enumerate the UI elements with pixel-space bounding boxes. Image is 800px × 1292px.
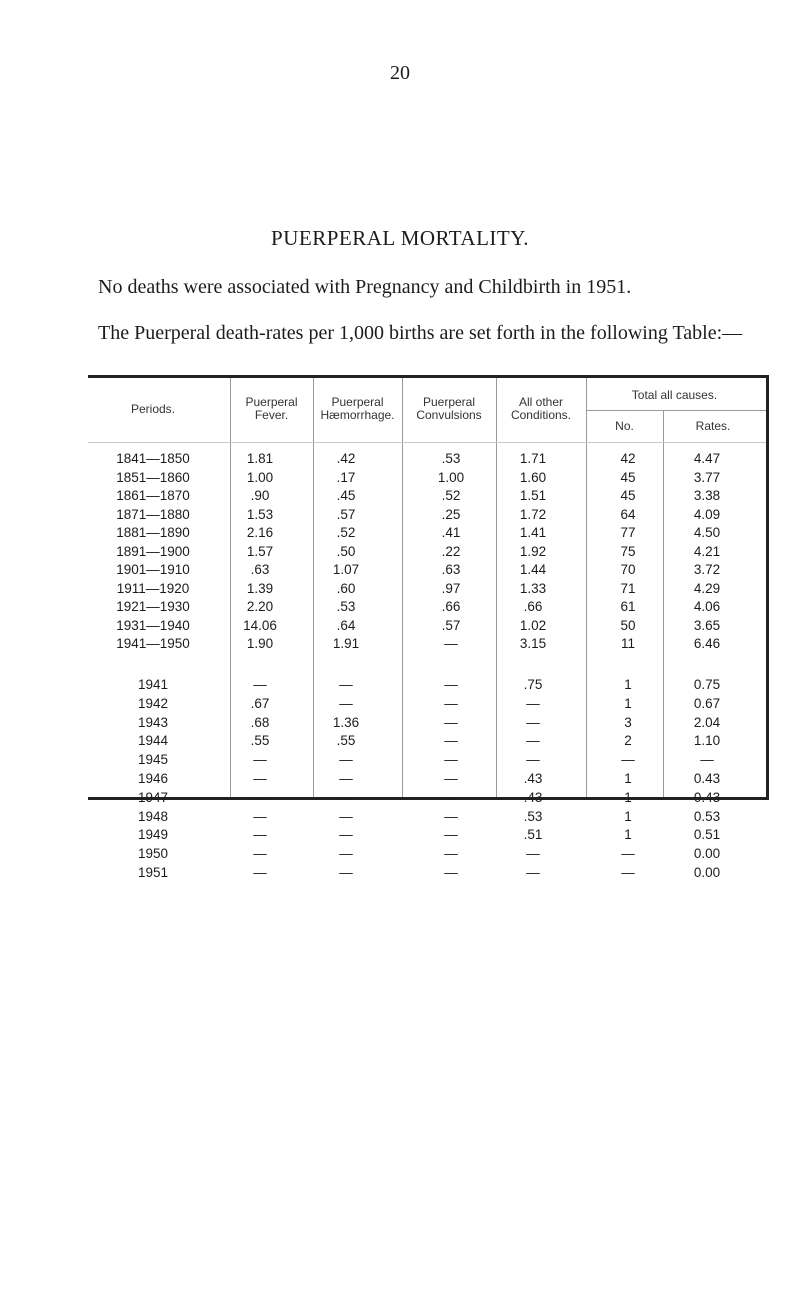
table-cell-haem: — [339, 695, 353, 711]
header-fever-line2: Fever. [254, 408, 289, 422]
table-cell-conv: .41 [441, 525, 461, 540]
table-cell-period: 1911—1920 [116, 580, 190, 596]
header-rule [88, 442, 766, 443]
table-cell-haem: — [339, 752, 353, 768]
table-cell-other: .43 [523, 789, 543, 805]
table-cell-period: 1945 [137, 752, 169, 768]
table-cell-no: 77 [620, 525, 636, 540]
table-cell-other: .66 [523, 599, 543, 614]
column-rule [586, 378, 587, 797]
table-cell-fever: .55 [250, 733, 270, 749]
header-haemorrhage [313, 396, 402, 422]
intro-paragraph: No deaths were associated with Pregnancy and Childbirth in 1951. [98, 276, 632, 298]
table-cell-conv: — [444, 752, 458, 768]
table-cell-fever: 1.81 [246, 451, 274, 466]
table-cell-period: 1931—1940 [116, 617, 190, 633]
table-cell-other: — [526, 714, 540, 730]
table-cell-haem: — [339, 846, 353, 862]
table-cell-period: 1861—1870 [116, 488, 190, 503]
table-cell-haem: — [339, 808, 353, 824]
table-cell-fever: — [253, 752, 267, 768]
table-cell-no: 2 [624, 733, 632, 749]
table-cell-other: 1.41 [519, 525, 547, 540]
table-cell-no: 1 [624, 827, 632, 843]
table-cell-other: .51 [523, 827, 543, 843]
table-cell-conv: — [444, 808, 458, 824]
table-cell-other: 1.44 [519, 562, 547, 577]
table-cell-no: 1 [624, 677, 632, 692]
table-cell-conv: 1.00 [437, 469, 465, 485]
table-cell-no: 45 [620, 488, 636, 503]
table-cell-conv: .25 [441, 506, 461, 522]
table-cell-fever: — [253, 865, 267, 880]
table-cell-no: — [621, 752, 635, 768]
table-cell-other: 1.33 [519, 580, 547, 596]
page-number: 20 [390, 62, 410, 84]
table-cell-period: 1942 [137, 695, 169, 711]
table-cell-haem: .45 [336, 488, 356, 503]
table-cell-no: 71 [620, 580, 636, 596]
table-cell-period: 1871—1880 [116, 506, 190, 522]
table-cell-fever: .63 [250, 562, 270, 577]
table-cell-rate: 6.46 [693, 636, 721, 651]
table-cell-other: — [526, 865, 540, 880]
table-cell-fever: — [253, 789, 267, 805]
table-cell-rate: 3.72 [693, 562, 721, 577]
header-convulsions-line2: Convulsions [416, 408, 482, 422]
table-cell-rate: 3.38 [693, 488, 721, 503]
table-cell-rate: 4.06 [693, 599, 721, 614]
table-cell-fever: — [253, 771, 267, 786]
header-periods: Periods. [130, 402, 176, 416]
table-cell-haem: .52 [336, 525, 356, 540]
table-cell-rate: 0.53 [693, 808, 721, 824]
table-cell-haem: 1.36 [332, 714, 360, 730]
header-convulsions-line1: Puerperal [422, 395, 476, 409]
table-cell-conv: .53 [441, 451, 461, 466]
table-cell-haem: — [339, 789, 353, 805]
table-cell-other: — [526, 695, 540, 711]
table-cell-rate: 4.50 [693, 525, 721, 540]
table-cell-haem: — [339, 827, 353, 843]
table-cell-conv: — [444, 714, 458, 730]
table-cell-no: 61 [620, 599, 636, 614]
table-cell-conv: — [444, 827, 458, 843]
table-cell-conv: — [444, 846, 458, 862]
table-cell-rate: 1.10 [693, 733, 721, 749]
table-cell-conv: — [444, 677, 458, 692]
table-cell-rate: 2.04 [693, 714, 721, 730]
header-total-all-causes: Total all causes. [631, 388, 718, 402]
header-fever-line1: Puerperal [245, 395, 298, 409]
table-cell-fever: 14.06 [243, 617, 277, 633]
table-cell-fever: — [253, 677, 267, 692]
header-haemorrhage-line2: Hæmorrhage. [320, 408, 395, 422]
table-cell-rate: 4.47 [693, 451, 721, 466]
total-header-rule [586, 410, 766, 411]
header-rates: Rates. [695, 419, 731, 433]
table-cell-conv: .57 [441, 617, 461, 633]
table-cell-rate: 0.43 [693, 771, 721, 786]
table-cell-other: .43 [523, 771, 543, 786]
table-cell-no: 1 [624, 789, 632, 805]
table-cell-rate: 3.77 [693, 469, 721, 485]
table-cell-period: 1891—1900 [116, 543, 190, 559]
table-cell-other: 3.15 [519, 636, 547, 651]
table-cell-conv: .22 [441, 543, 461, 559]
table-cell-period: 1946 [137, 771, 169, 786]
table-cell-fever: 2.16 [246, 525, 274, 540]
column-rule [402, 378, 403, 797]
table-cell-no: 64 [620, 506, 636, 522]
table-cell-other: 1.51 [519, 488, 547, 503]
table-cell-fever: .68 [250, 714, 270, 730]
table-cell-other: .75 [523, 677, 543, 692]
table-cell-fever: 1.53 [246, 506, 274, 522]
table-cell-haem: .57 [336, 506, 356, 522]
table-cell-no: 75 [620, 543, 636, 559]
table-cell-rate: 0.51 [693, 827, 721, 843]
table-cell-no: — [621, 846, 635, 862]
table-cell-no: 1 [624, 695, 632, 711]
column-rule [496, 378, 497, 797]
table-cell-other: — [526, 733, 540, 749]
table-cell-period: 1901—1910 [116, 562, 190, 577]
table-cell-other: — [526, 752, 540, 768]
table-cell-period: 1947 [137, 789, 169, 805]
table-intro-paragraph: The Puerperal death-rates per 1,000 births are set forth in the following Table:— [98, 322, 743, 344]
table-cell-conv: .97 [441, 580, 461, 596]
table-cell-no: 70 [620, 562, 636, 577]
table-cell-haem: — [339, 771, 353, 786]
table-cell-period: 1851—1860 [116, 469, 190, 485]
table-cell-other: 1.72 [519, 506, 547, 522]
table-cell-haem: 1.91 [332, 636, 360, 651]
table-cell-fever: 1.00 [246, 469, 274, 485]
table-cell-period: 1941 [137, 677, 169, 692]
header-fever [230, 396, 313, 422]
table-cell-rate: 3.65 [693, 617, 721, 633]
table-cell-period: 1948 [137, 808, 169, 824]
table-cell-haem: .55 [336, 733, 356, 749]
table-cell-no: 42 [620, 451, 636, 466]
table-cell-fever: 1.90 [246, 636, 274, 651]
table-cell-fever: .67 [250, 695, 270, 711]
table-cell-fever: 2.20 [246, 599, 274, 614]
table-cell-period: 1881—1890 [116, 525, 190, 540]
table-cell-fever: — [253, 808, 267, 824]
table-cell-no: — [621, 865, 635, 880]
table-cell-fever: .90 [250, 488, 270, 503]
table-cell-period: 1950 [137, 846, 169, 862]
mortality-table [88, 375, 769, 880]
header-other-conditions [496, 396, 586, 422]
table-cell-other: 1.02 [519, 617, 547, 633]
header-other-line1: All other [518, 395, 564, 409]
table-cell-no: 3 [624, 714, 632, 730]
table-cell-rate: 4.09 [693, 506, 721, 522]
table-cell-rate: 4.29 [693, 580, 721, 596]
table-cell-no: 1 [624, 771, 632, 786]
table-cell-conv: — [444, 865, 458, 880]
table-cell-rate: — [700, 752, 714, 768]
table-cell-no: 11 [620, 636, 635, 651]
table-cell-haem: .60 [336, 580, 356, 596]
table-cell-haem: 1.07 [332, 562, 360, 577]
table-cell-rate: 0.67 [693, 695, 721, 711]
table-cell-rate: 4.21 [693, 543, 721, 559]
table-cell-fever: 1.57 [246, 543, 274, 559]
table-cell-haem: — [339, 677, 353, 692]
table-cell-conv: .52 [441, 488, 461, 503]
table-cell-period: 1944 [137, 733, 169, 749]
table-cell-other: .53 [523, 808, 543, 824]
table-cell-haem: .53 [336, 599, 356, 614]
table-cell-conv: — [444, 771, 458, 786]
table-cell-period: 1951 [137, 865, 169, 880]
table-cell-conv: — [444, 695, 458, 711]
table-cell-period: 1921—1930 [116, 599, 190, 614]
table-cell-conv: .63 [441, 562, 461, 577]
table-cell-haem: .64 [336, 617, 356, 633]
table-cell-other: 1.92 [519, 543, 547, 559]
table-cell-haem: .42 [336, 451, 356, 466]
table-cell-haem: .50 [336, 543, 356, 559]
table-cell-period: 1949 [137, 827, 169, 843]
header-number: No. [615, 419, 634, 433]
page-title: PUERPERAL MORTALITY. [271, 226, 529, 250]
table-cell-haem: .17 [336, 469, 356, 485]
table-cell-rate: 0.00 [693, 865, 721, 880]
table-cell-other: 1.71 [519, 451, 547, 466]
table-cell-no: 45 [620, 469, 636, 485]
table-cell-conv: — [444, 636, 458, 651]
table-cell-conv: — [444, 733, 458, 749]
table-cell-other: 1.60 [519, 469, 547, 485]
table-cell-fever: — [253, 827, 267, 843]
table-cell-period: 1841—1850 [116, 451, 190, 466]
table-cell-no: 1 [624, 808, 632, 824]
table-cell-rate: 0.00 [693, 846, 721, 862]
table-cell-fever: 1.39 [246, 580, 274, 596]
table-cell-fever: — [253, 846, 267, 862]
table-cell-period: 1941—1950 [116, 636, 190, 651]
table-cell-no: 50 [620, 617, 636, 633]
header-haemorrhage-line1: Puerperal [331, 395, 384, 409]
header-other-line2: Conditions. [510, 408, 572, 422]
table-cell-other: — [526, 846, 540, 862]
table-cell-rate: 0.43 [693, 789, 721, 805]
header-convulsions [402, 396, 496, 422]
table-cell-conv: — [444, 789, 458, 805]
table-cell-rate: 0.75 [693, 677, 721, 692]
table-cell-haem: — [339, 865, 353, 880]
table-cell-conv: .66 [441, 599, 461, 614]
table-cell-period: 1943 [137, 714, 169, 730]
